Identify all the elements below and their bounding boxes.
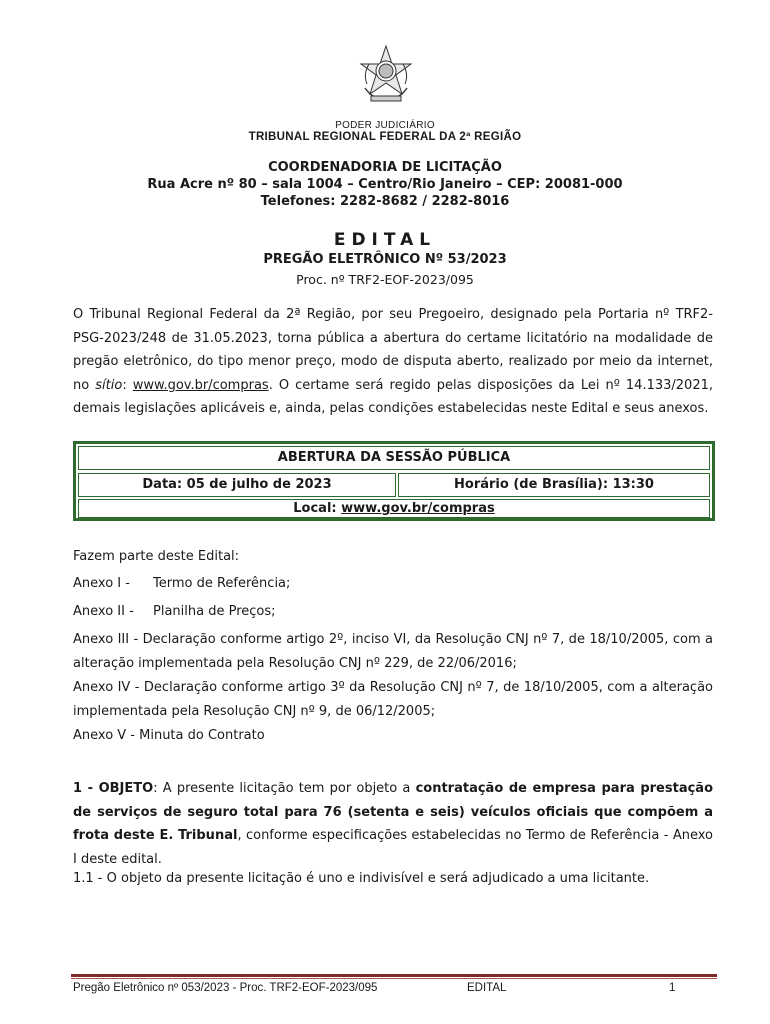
- session-location: Local: www.gov.br/compras: [78, 499, 710, 518]
- footer-divider: [71, 974, 717, 977]
- coat-of-arms-seal: [357, 44, 415, 104]
- tribunal-name: TRIBUNAL REGIONAL FEDERAL DA 2ª REGIÃO: [248, 131, 522, 143]
- session-date: Data: 05 de julho de 2023: [78, 473, 396, 497]
- process-number: Proc. nº TRF2-EOF-2023/095: [296, 272, 474, 287]
- address-line: Rua Acre nº 80 – sala 1004 – Centro/Rio Janeiro – CEP: 20081-000: [147, 177, 623, 192]
- anexo-5: Anexo V - Minuta do Contrato: [73, 728, 265, 743]
- pregao-number: PREGÃO ELETRÔNICO Nº 53/2023: [263, 252, 507, 267]
- session-location-link[interactable]: www.gov.br/compras: [341, 501, 495, 516]
- objeto-heading: 1 - OBJETO: [73, 781, 154, 796]
- anexos-intro: Fazem parte deste Edital:: [73, 549, 240, 564]
- item-1-1: 1.1 - O objeto da presente licitação é uno e indivisível e será adjudicado a uma licitante.: [73, 871, 650, 886]
- poder-judiciario-label: PODER JUDICIÁRIO: [335, 120, 435, 131]
- footer-divider-thin: [71, 978, 717, 979]
- page-number: 1: [669, 982, 676, 994]
- edital-title: EDITAL: [333, 230, 437, 250]
- anexo-1: Anexo I - Termo de Referência;: [73, 576, 291, 591]
- session-time: Horário (de Brasília): 13:30: [398, 473, 710, 497]
- session-box-title: ABERTURA DA SESSÃO PÚBLICA: [78, 446, 710, 470]
- coordenadoria-title: COORDENADORIA DE LICITAÇÃO: [268, 160, 502, 175]
- intro-paragraph: O Tribunal Regional Federal da 2ª Região, por seu Pregoeiro, designado pela Portaria nº TRF2-PSG-2023/248 de 31.05.2023, torna pública a abertura do certame licitatório na modalidade de pregão eletrônico, do tipo menor preço, modo de disputa aberto, realizado por meio da internet, no sítio: www.gov.br/compras. O certame será regido pelas disposições da Lei nº 14.133/2021, demais legislações aplicáveis e, ainda, pelas condições estabelecidas neste Edital e seus anexos.: [73, 307, 713, 416]
- session-box: [73, 441, 715, 521]
- compras-link[interactable]: www.gov.br/compras: [132, 377, 269, 393]
- anexo-3: Anexo III - Declaração conforme artigo 2º, inciso VI, da Resolução CNJ nº 7, de 18/10/2005, com a alteração implementada pela Resolução CNJ nº 229, de 22/06/2016;: [73, 632, 713, 671]
- footer-doc-type: EDITAL: [467, 982, 507, 994]
- phones-line: Telefones: 2282-8682 / 2282-8016: [260, 194, 510, 209]
- objeto-paragraph: 1 - OBJETO: A presente licitação tem por objeto a contratação de empresa para prestação de serviços de seguro total para 76 (setenta e seis) veículos oficiais que compõem a frota deste E. Tribunal, conforme especificações estabelecidas no Termo de Referência - Anexo I deste edital.: [73, 781, 714, 867]
- footer-reference: Pregão Eletrônico nº 053/2023 - Proc. TRF2-EOF-2023/095: [73, 982, 378, 994]
- anexo-2: Anexo II - Planilha de Preços;: [73, 604, 276, 619]
- anexo-4: Anexo IV - Declaração conforme artigo 3º da Resolução CNJ nº 7, de 18/10/2005, com a alteração implementada pela Resolução CNJ nº 9, de 06/12/2005;: [73, 680, 713, 719]
